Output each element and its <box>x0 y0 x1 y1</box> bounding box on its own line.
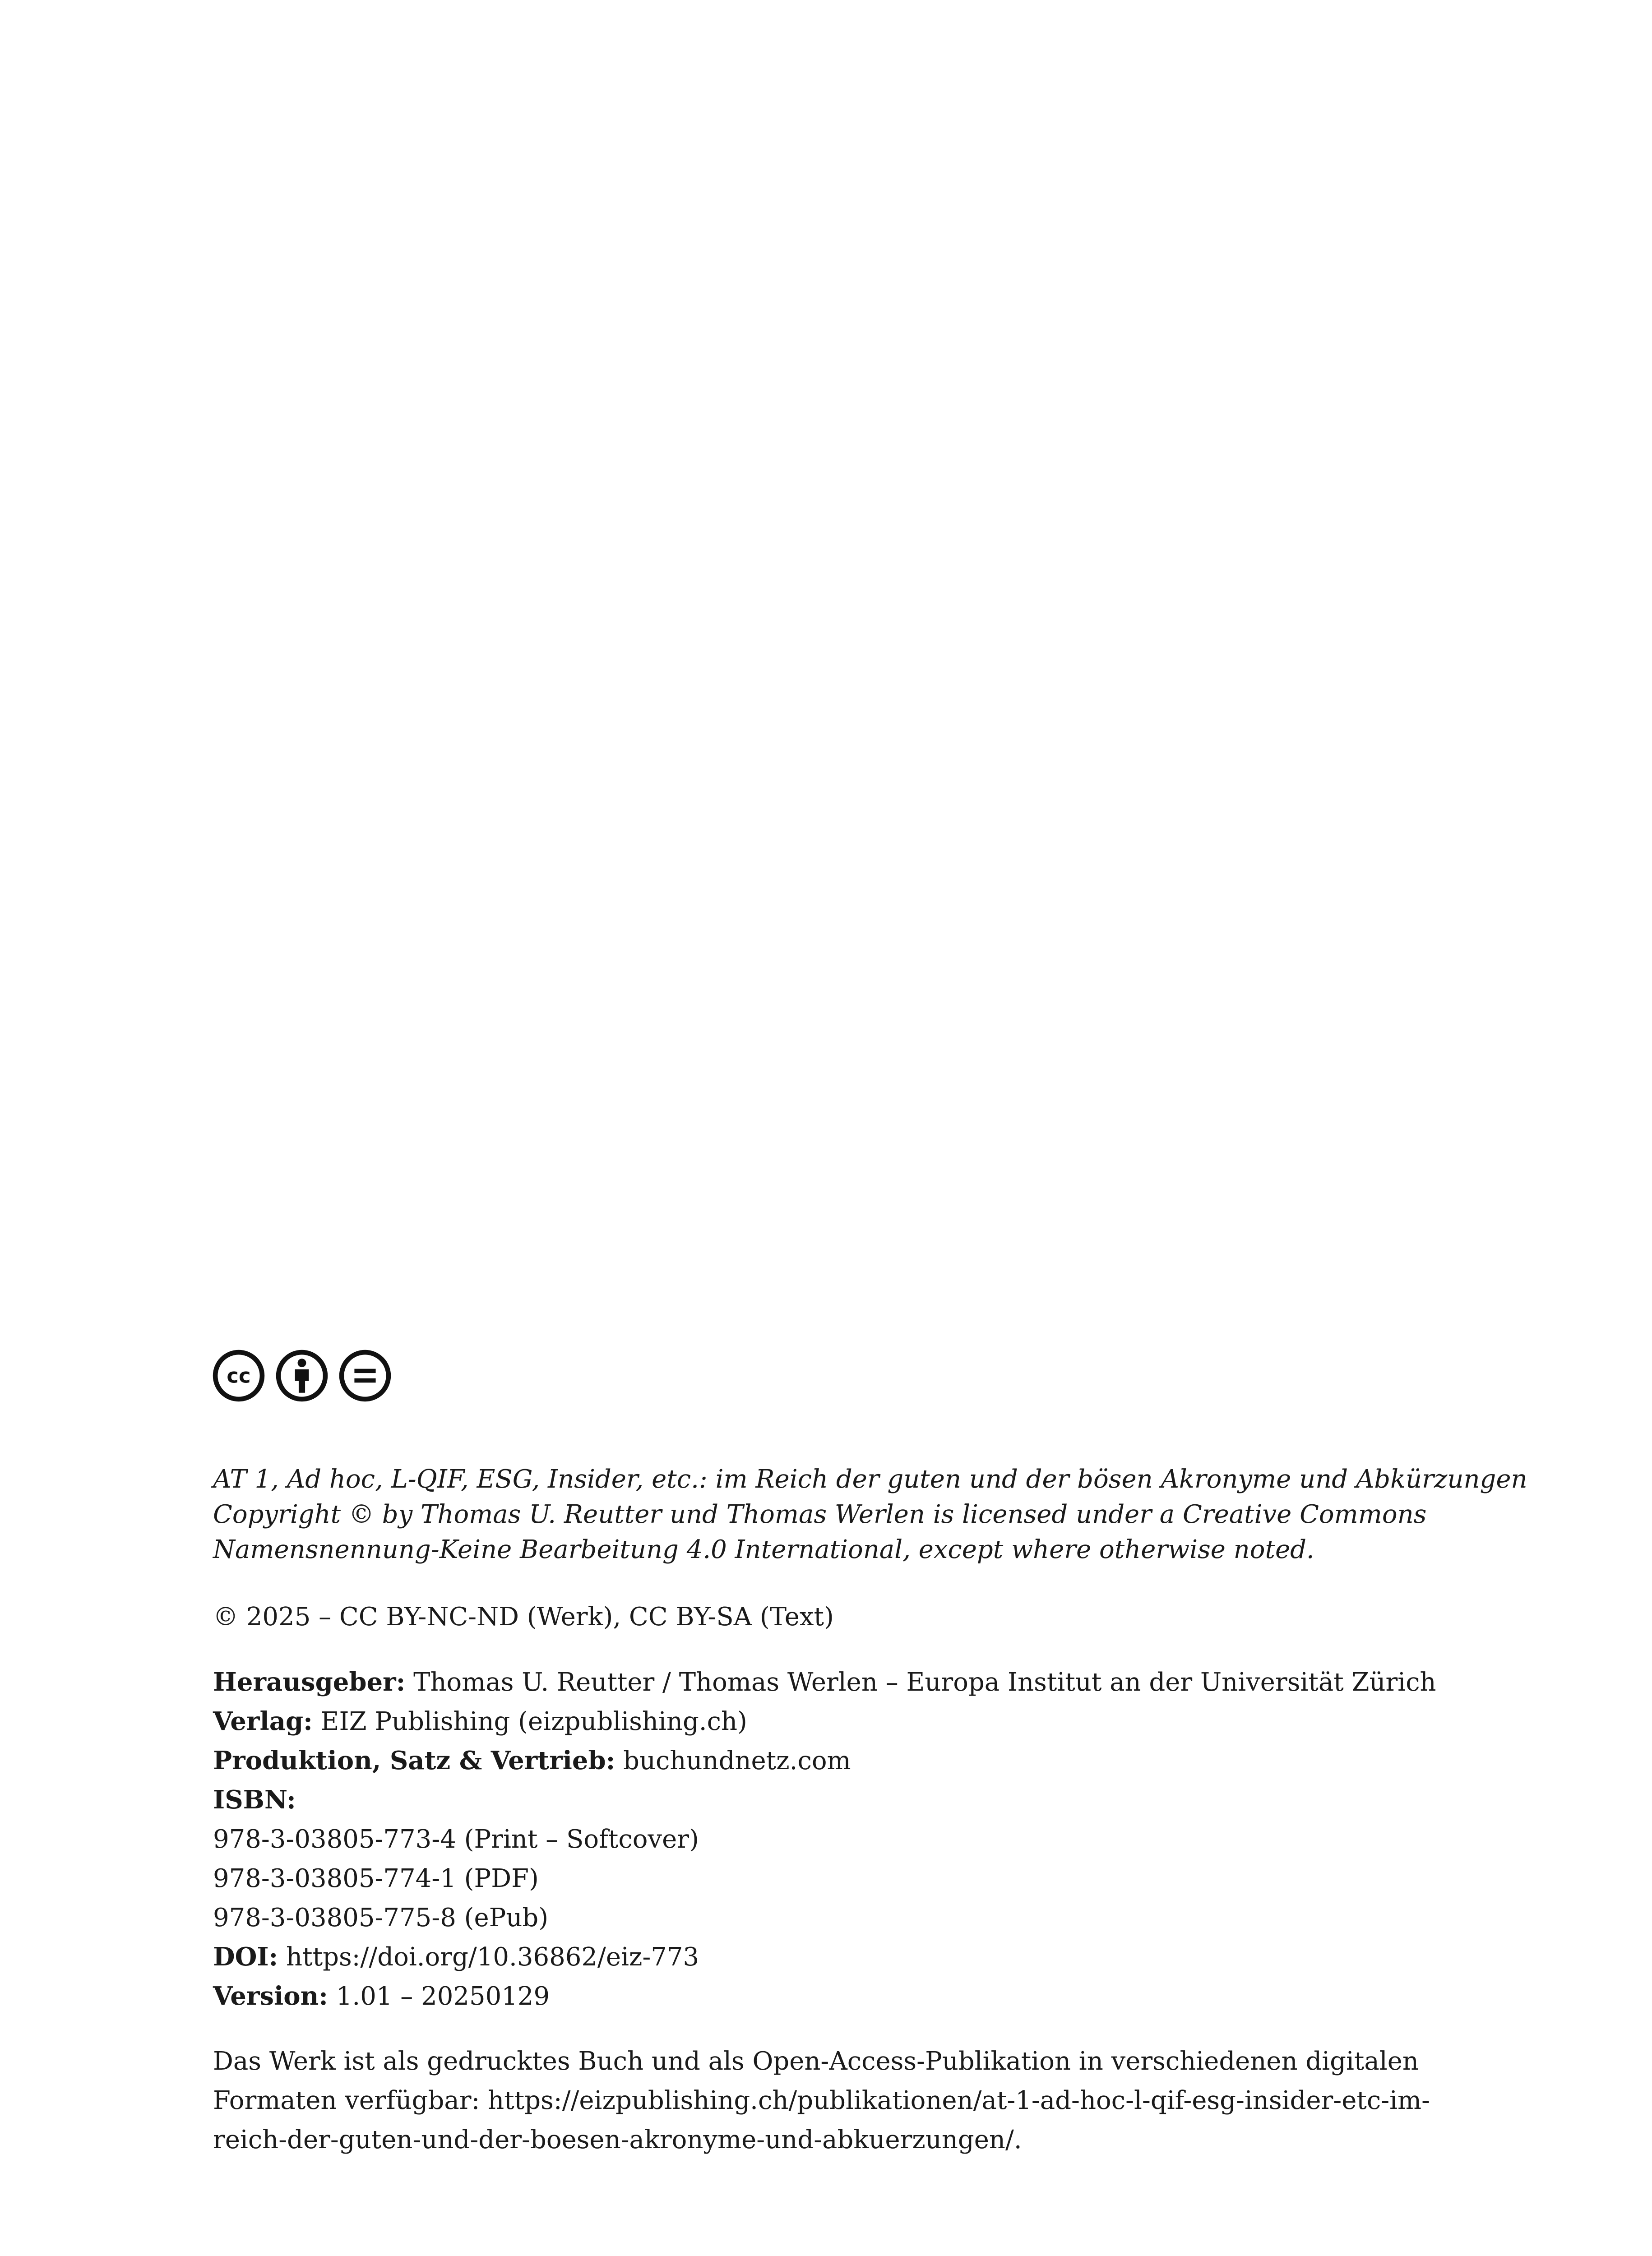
doi-row <box>213 1937 1458 1977</box>
availability-line-1: Das Werk ist als gedrucktes Buch und als Open-Access-Publikation in verschiedenen digitalen <box>213 2047 1419 2076</box>
publisher-value: Thomas U. Reutter / Thomas Werlen – Europa Institut an der Universität Zürich <box>405 1668 1436 1697</box>
svg-text:cc: cc <box>227 1364 251 1388</box>
verlag-value: EIZ Publishing (eizpublishing.ch) <box>312 1707 747 1736</box>
cc-license-badges <box>212 1349 392 1402</box>
availability-line-2: Formaten verfügbar: https://eizpublishing.ch/publikationen/at-1-ad-hoc-l-qif-esg-insider-etc-im- <box>213 2086 1430 2115</box>
doi-value: https://doi.org/10.36862/eiz-773 <box>278 1942 699 1972</box>
version-label: Version: <box>213 1981 328 2011</box>
isbn-print: 978-3-03805-773-4 (Print – Softcover) <box>213 1825 699 1854</box>
verlag-row <box>213 1702 1458 1741</box>
credit-title-line: AT 1, Ad hoc, L-QIF, ESG, Insider, etc.: im Reich der guten und der bösen Akronyme und Abkürzungen <box>213 1465 1527 1494</box>
publisher-label: Herausgeber: <box>213 1667 406 1697</box>
isbn-epub: 978-3-03805-775-8 (ePub) <box>213 1903 549 1932</box>
availability-line-3: reich-der-guten-und-der-boesen-akronyme-und-abkuerzungen/. <box>213 2125 1022 2154</box>
cc-icon <box>212 1349 265 1402</box>
version-value: 1.01 – 20250129 <box>328 1982 550 2011</box>
credit-copyright-line: Copyright © by Thomas U. Reutter und Thomas Werlen is licensed under a Creative Commons <box>213 1500 1427 1529</box>
isbn-row <box>213 1780 1458 1820</box>
publication-metadata <box>213 1663 1458 2016</box>
nd-no-derivatives-icon <box>338 1349 392 1402</box>
production-value: buchundnetz.com <box>615 1746 851 1775</box>
publisher-row <box>213 1663 1458 1702</box>
isbn-pdf: 978-3-03805-774-1 (PDF) <box>213 1864 539 1893</box>
license-credit <box>213 1462 1527 1567</box>
availability-note <box>213 2042 1458 2159</box>
production-row <box>213 1741 1458 1780</box>
production-label: Produktion, Satz & Vertrieb: <box>213 1746 615 1775</box>
credit-license-line: Namensnennung-Keine Bearbeitung 4.0 International, except where otherwise noted. <box>213 1535 1314 1564</box>
copyright-line: © 2025 – CC BY-NC-ND (Werk), CC BY-SA (Text) <box>213 1602 834 1632</box>
doi-label: DOI: <box>213 1942 278 1972</box>
verlag-label: Verlag: <box>213 1706 313 1736</box>
version-row <box>213 1977 1458 2016</box>
isbn-label: ISBN: <box>213 1785 296 1815</box>
by-attribution-icon <box>275 1349 329 1402</box>
